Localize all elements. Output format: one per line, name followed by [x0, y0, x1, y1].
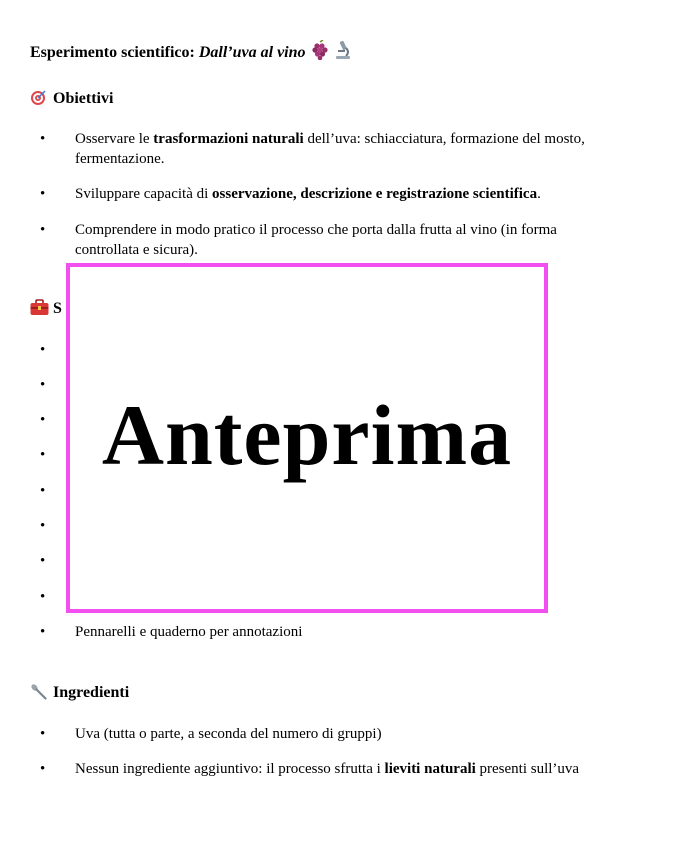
grapes-icon [310, 40, 330, 66]
list-item [75, 759, 645, 779]
preview-label: Anteprima [101, 387, 513, 483]
target-icon [30, 89, 47, 106]
bullet-icon: • [40, 624, 46, 640]
list-item [75, 184, 645, 204]
bullet-icon: • [40, 589, 46, 605]
list-item [75, 622, 645, 642]
ingredients-heading-label: Ingredienti [53, 684, 130, 701]
bullet-icon: • [40, 186, 46, 202]
objectives-heading-label: Obiettivi [53, 90, 114, 107]
item-bold-text: osservazione, descrizione e registrazione scientifica [212, 186, 538, 202]
list-item [75, 129, 645, 169]
item-text: Osservare le [75, 131, 154, 147]
item-bold-text: lieviti naturali [384, 761, 476, 777]
bullet-icon: • [40, 377, 46, 393]
document-title [30, 40, 352, 66]
item-text: Pennarelli e quaderno per annotazioni [75, 624, 303, 640]
item-text: dell’uva: schiacciatura, formazione del mosto, [303, 131, 585, 147]
item-text: Comprendere in modo pratico il processo che porta dalla frutta al vino (in forma [75, 222, 557, 238]
item-text: controllata e sicura). [75, 242, 198, 258]
spoon-icon [30, 683, 47, 700]
bullet-icon: • [40, 483, 46, 499]
bullet-icon: • [40, 131, 46, 147]
list-item [75, 220, 645, 260]
bullet-icon: • [40, 518, 46, 534]
materials-heading-label: S [53, 300, 62, 317]
bullet-icon: • [40, 222, 46, 238]
list-item [75, 724, 645, 744]
materials-heading [30, 299, 62, 319]
bullet-icon: • [40, 761, 46, 777]
item-text: fermentazione. [75, 151, 165, 167]
preview-overlay [66, 263, 548, 613]
microscope-icon [334, 40, 352, 66]
toolbox-icon [30, 299, 47, 316]
objectives-heading [30, 89, 113, 109]
bullet-icon: • [40, 412, 46, 428]
item-bold-text: trasformazioni naturali [153, 131, 304, 147]
bullet-icon: • [40, 726, 46, 742]
item-text: Uva (tutta o parte, a seconda del numero di gruppi) [75, 726, 382, 742]
bullet-icon: • [40, 342, 46, 358]
item-text: Nessun ingrediente aggiuntivo: il processo sfrutta i [75, 761, 385, 777]
item-text: Sviluppare capacità di [75, 186, 213, 202]
title-emphasis: Dall’uva al vino [198, 44, 306, 61]
ingredients-heading [30, 683, 129, 703]
bullet-icon: • [40, 447, 46, 463]
title-prefix: Esperimento scientifico: [30, 44, 199, 61]
bullet-icon: • [40, 553, 46, 569]
item-text: presenti sull’uva [475, 761, 580, 777]
item-text: . [537, 186, 541, 202]
